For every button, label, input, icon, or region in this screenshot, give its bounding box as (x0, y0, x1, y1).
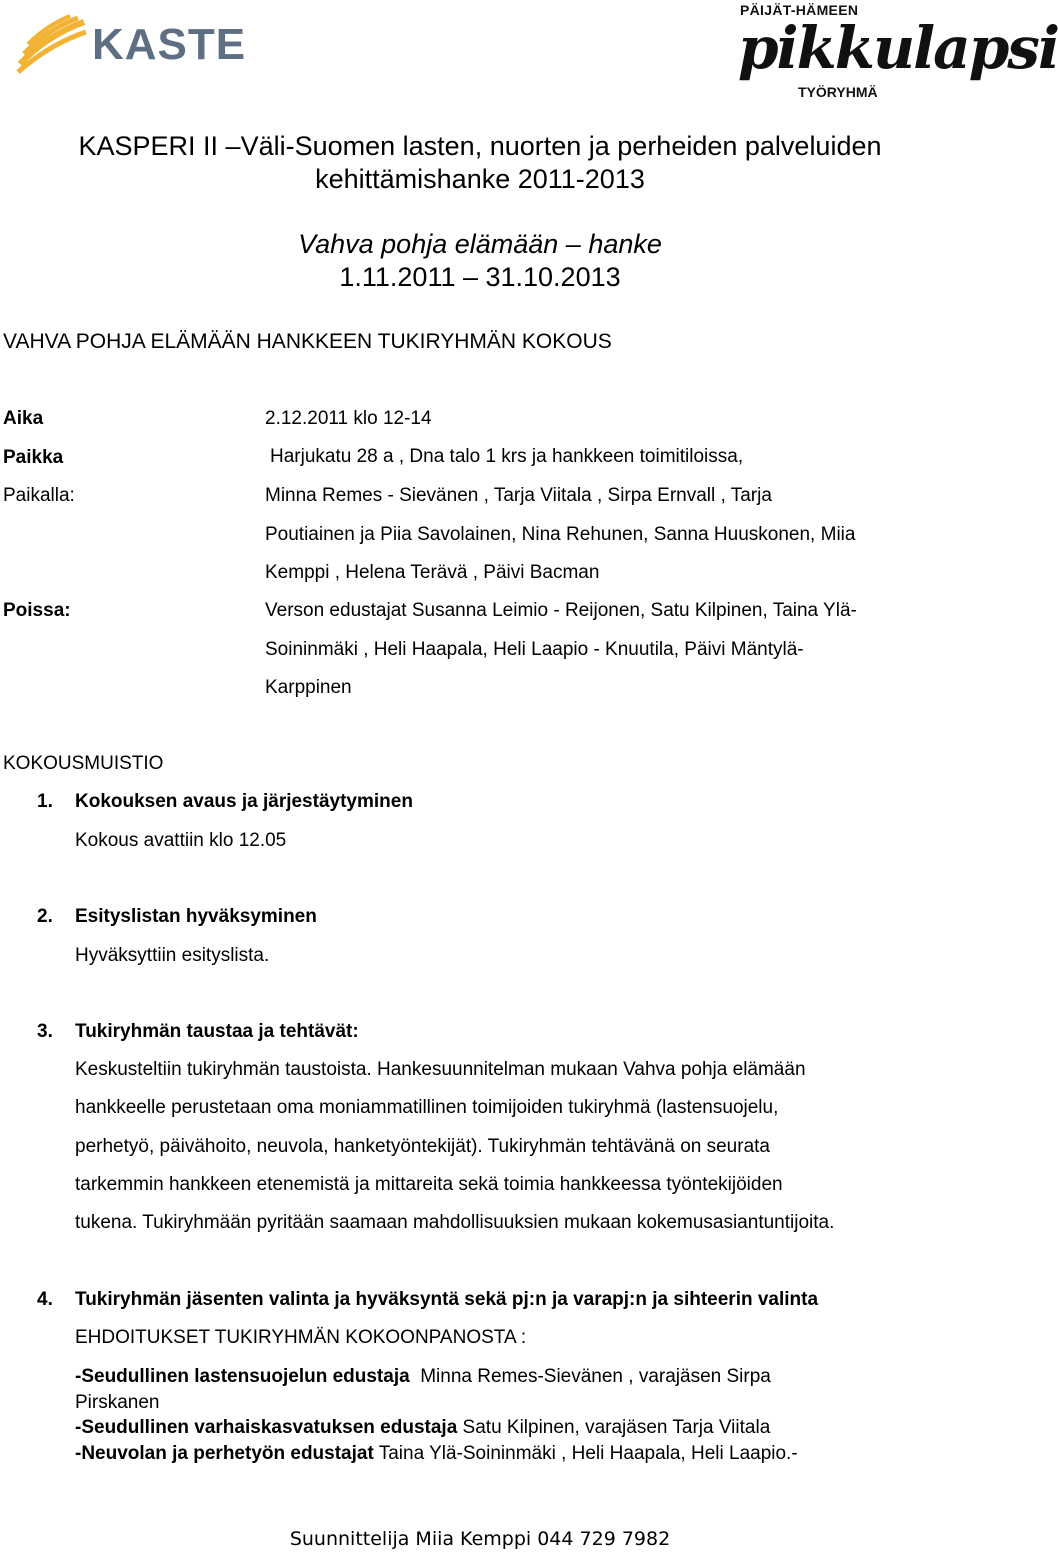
title-line-2: kehittämishanke 2011-2013 (315, 164, 645, 194)
proposal-members: Satu Kilpinen, varajäsen Tarja Viitala (457, 1417, 771, 1438)
section-3-body (75, 1051, 960, 1242)
proposal-members: Minna Remes-Sievänen , varajäsen Sirpa (409, 1366, 771, 1387)
pikkulapsi-logo-top: PÄIJÄT-HÄMEEN (740, 2, 859, 18)
proposal-role: -Seudullinen varhaiskasvatuksen edustaja (75, 1417, 458, 1438)
paikalla-label: Paikalla: (3, 485, 75, 506)
proposal-members: Taina Ylä-Soininmäki , Heli Haapala, Heli Laapio.- (373, 1442, 798, 1464)
project-dates: 1.11.2011 – 31.10.2013 (339, 262, 621, 292)
section-3-line: tarkemmin hankkeen etenemistä ja mittareita sekä toimia hankkeessa työntekijöiden (75, 1173, 783, 1195)
proposal-item (75, 1415, 960, 1441)
kaste-swoosh-icon (16, 14, 88, 72)
section-3-line: Keskusteltiin tukiryhmän taustoista. Hankesuunnitelman mukaan Vahva pohja elämään (75, 1059, 806, 1080)
proposal-item (75, 1364, 960, 1390)
section-3-line: perhetyö, päivähoito, neuvola, hanketyöntekijät). Tukiryhmän tehtävänä on seurata (75, 1135, 770, 1157)
proposal-item-continued: Pirskanen (75, 1391, 160, 1413)
document-title (0, 130, 960, 196)
section-1-number: 1. (37, 791, 53, 812)
meeting-title: VAHVA POHJA ELÄMÄÄN HANKKEEN TUKIRYHMÄN KOKOUS (3, 330, 612, 353)
kaste-logo-text: KASTE (92, 20, 247, 69)
proposal-role: -Seudullinen lastensuojelun edustaja (75, 1366, 410, 1387)
poissa-line: Karppinen (265, 677, 352, 698)
pikkulapsi-logo-main: pikkulapsi (738, 14, 1058, 82)
proposal-item (75, 1441, 960, 1467)
section-3-number: 3. (37, 1021, 53, 1042)
proposal-role: -Neuvolan ja perhetyön edustajat (75, 1442, 374, 1464)
section-2-number: 2. (37, 906, 53, 927)
proposals-list (75, 1364, 960, 1466)
section-4-title: Tukiryhmän jäsenten valinta ja hyväksyntä sekä pj:n ja varapj:n ja sihteerin valinta (75, 1289, 819, 1310)
kokousmuistio-heading: KOKOUSMUISTIO (3, 753, 164, 774)
footer-contact: Suunnittelija Miia Kemppi 044 729 7982 (289, 1528, 671, 1550)
section-3-line: tukena. Tukiryhmään pyritään saamaan mahdollisuuksien mukaan kokemusasiantuntijoita. (75, 1212, 835, 1234)
paikalla-line: Minna Remes - Sievänen , Tarja Viitala , Sirpa Ernvall , Tarja (265, 485, 772, 506)
aika-label: Aika (3, 408, 44, 429)
section-4-number: 4. (37, 1289, 53, 1310)
aika-value: 2.12.2011 klo 12-14 (265, 408, 432, 429)
paikka-label: Paikka (3, 447, 64, 468)
project-subtitle: Vahva pohja elämään – hanke (298, 229, 662, 259)
kaste-logo (16, 14, 256, 74)
poissa-value (265, 592, 960, 708)
section-2-body: Hyväksyttiin esityslista. (75, 945, 270, 966)
section-3-line: hankkeelle perustetaan oma moniammatillinen toimijoiden tukiryhmä (lastensuojelu, (75, 1097, 779, 1119)
pikkulapsi-logo (738, 2, 1058, 106)
section-1-title: Kokouksen avaus ja järjestäytyminen (75, 791, 413, 812)
paikalla-line: Poutiainen ja Piia Savolainen, Nina Rehunen, Sanna Huuskonen, Miia (265, 523, 856, 545)
proposals-heading: EHDOITUKSET TUKIRYHMÄN KOKOONPANOSTA : (75, 1327, 527, 1348)
section-1-body: Kokous avattiin klo 12.05 (75, 830, 287, 851)
paikalla-line: Kemppi , Helena Terävä , Päivi Bacman (265, 562, 600, 583)
title-line-1: KASPERI II –Väli-Suomen lasten, nuorten ja perheiden palveluiden (78, 131, 882, 161)
paikalla-value (265, 477, 960, 593)
poissa-label: Poissa: (3, 600, 71, 621)
section-3-title: Tukiryhmän taustaa ja tehtävät: (75, 1021, 359, 1042)
paikka-value: Harjukatu 28 a , Dna talo 1 krs ja hankkeen toimitiloissa, (270, 446, 744, 467)
poissa-line: Verson edustajat Susanna Leimio - Reijonen, Satu Kilpinen, Taina Ylä- (265, 600, 857, 621)
poissa-line: Soininmäki , Heli Haapala, Heli Laapio - Knuutila, Päivi Mäntylä- (265, 638, 804, 660)
pikkulapsi-logo-bottom: TYÖRYHMÄ (798, 84, 878, 100)
section-2-title: Esityslistan hyväksyminen (75, 906, 317, 927)
